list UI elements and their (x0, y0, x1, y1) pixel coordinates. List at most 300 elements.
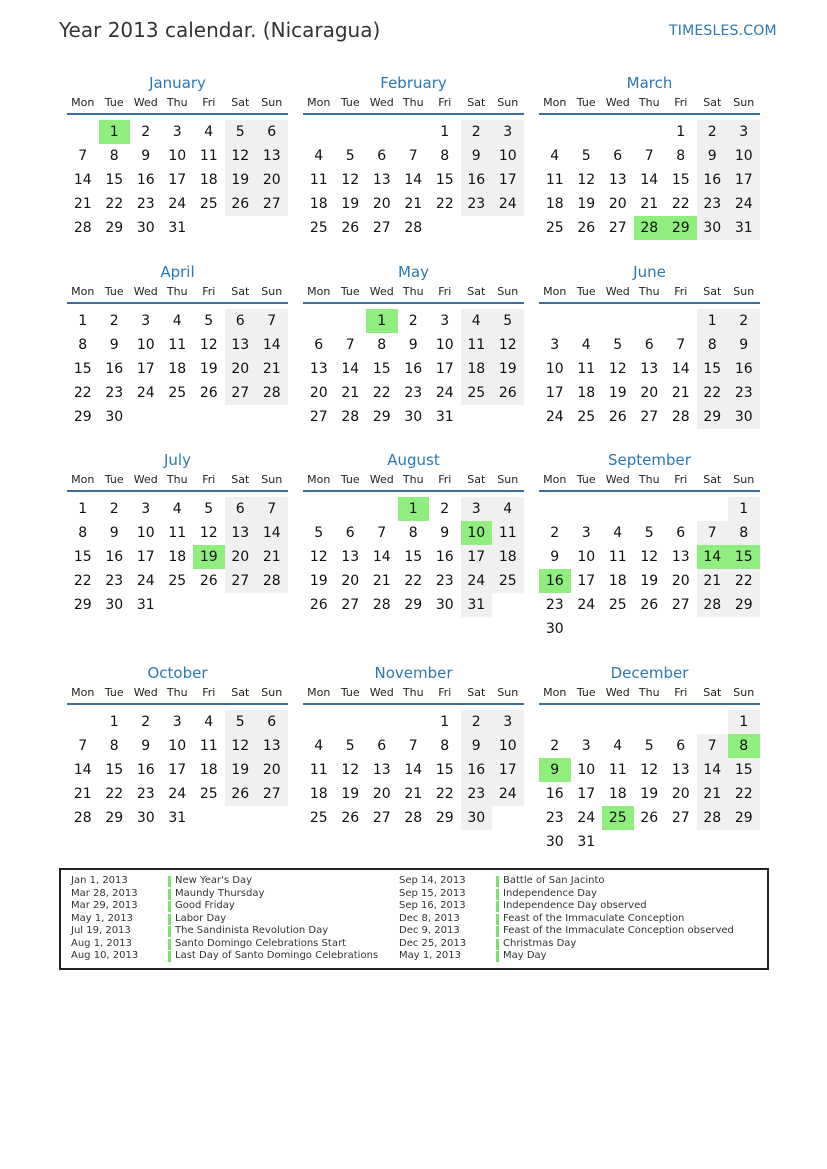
day-cell[interactable]: 8 (697, 333, 729, 357)
day-cell[interactable]: 30 (105, 409, 124, 425)
day-cell[interactable]: 30 (545, 834, 564, 850)
day-cell[interactable]: 19 (492, 357, 524, 381)
day-cell[interactable]: 13 (372, 762, 391, 778)
day-cell[interactable]: 12 (492, 333, 524, 357)
day-cell[interactable]: 18 (492, 545, 524, 569)
day-cell[interactable]: 19 (199, 361, 218, 377)
day-cell[interactable]: 15 (697, 357, 729, 381)
day-cell[interactable]: 31 (728, 216, 760, 240)
day-cell[interactable]: 15 (728, 758, 760, 782)
day-cell[interactable]: 14 (73, 172, 92, 188)
day-cell[interactable]: 25 (492, 569, 524, 593)
day-cell[interactable]: 11 (199, 738, 218, 754)
day-cell[interactable]: 13 (256, 144, 288, 168)
day-cell[interactable]: 3 (492, 120, 524, 144)
day-cell[interactable]: 26 (309, 597, 328, 613)
day-cell[interactable]: 4 (204, 714, 214, 730)
day-cell[interactable]: 26 (341, 810, 360, 826)
day-cell[interactable]: 10 (492, 734, 524, 758)
day-cell[interactable]: 23 (545, 597, 564, 613)
day-cell[interactable]: 20 (225, 545, 257, 569)
day-cell[interactable]: 28 (372, 597, 391, 613)
day-cell[interactable]: 17 (136, 361, 155, 377)
day-cell[interactable]: 18 (309, 786, 328, 802)
day-cell[interactable]: 16 (136, 762, 155, 778)
day-cell[interactable]: 3 (172, 124, 182, 140)
day-cell[interactable]: 10 (168, 738, 187, 754)
day-cell[interactable]: 4 (172, 501, 182, 517)
day-cell[interactable]: 18 (577, 385, 596, 401)
day-cell[interactable]: 30 (105, 597, 124, 613)
day-cell[interactable]: 26 (225, 192, 257, 216)
day-cell[interactable]: 4 (314, 738, 324, 754)
day-cell[interactable]: 7 (644, 148, 654, 164)
day-cell[interactable]: 27 (372, 220, 391, 236)
day-cell[interactable]: 21 (404, 786, 423, 802)
day-cell[interactable]: 5 (225, 710, 257, 734)
day-cell[interactable]: 27 (608, 220, 627, 236)
day-cell[interactable]: 2 (550, 738, 560, 754)
day-cell[interactable]: 12 (199, 525, 218, 541)
day-cell[interactable]: 22 (73, 573, 92, 589)
day-cell[interactable]: 17 (136, 549, 155, 565)
day-cell[interactable]: 28 (404, 220, 423, 236)
day-cell[interactable]: 3 (581, 738, 591, 754)
day-cell[interactable]: 23 (728, 381, 760, 405)
day-cell[interactable]: 8 (377, 337, 387, 353)
day-cell[interactable]: 28 (697, 593, 729, 617)
day-cell[interactable]: 21 (671, 385, 690, 401)
day-cell[interactable]: 17 (728, 168, 760, 192)
day-cell[interactable]: 2 (697, 120, 729, 144)
day-cell[interactable]: 5 (314, 525, 324, 541)
day-cell[interactable]: 15 (73, 361, 92, 377)
day-cell[interactable]: 18 (168, 549, 187, 565)
day-cell[interactable]: 16 (461, 168, 493, 192)
day-cell[interactable]: 1 (440, 714, 450, 730)
day-cell[interactable]: 22 (697, 381, 729, 405)
day-cell[interactable]: 25 (577, 409, 596, 425)
day-cell[interactable]: 20 (225, 357, 257, 381)
day-cell[interactable]: 9 (697, 144, 729, 168)
day-cell[interactable]: 3 (550, 337, 560, 353)
day-cell[interactable]: 7 (408, 738, 418, 754)
day-cell[interactable]: 27 (671, 810, 690, 826)
day-cell[interactable]: 9 (461, 734, 493, 758)
day-cell[interactable]: 9 (109, 525, 119, 541)
day-cell[interactable]: 12 (199, 337, 218, 353)
day-cell[interactable]: 25 (309, 810, 328, 826)
day-cell[interactable]: 1 (728, 710, 760, 734)
holiday-day-cell[interactable]: 19 (193, 545, 225, 569)
day-cell[interactable]: 22 (105, 786, 124, 802)
holiday-day-cell[interactable]: 16 (539, 569, 571, 593)
holiday-day-cell[interactable]: 8 (728, 734, 760, 758)
day-cell[interactable]: 6 (377, 148, 387, 164)
day-cell[interactable]: 8 (109, 148, 119, 164)
day-cell[interactable]: 31 (168, 220, 187, 236)
day-cell[interactable]: 19 (640, 573, 659, 589)
day-cell[interactable]: 9 (550, 549, 560, 565)
day-cell[interactable]: 16 (404, 361, 423, 377)
day-cell[interactable]: 5 (204, 313, 214, 329)
day-cell[interactable]: 28 (73, 810, 92, 826)
day-cell[interactable]: 5 (345, 148, 355, 164)
day-cell[interactable]: 13 (256, 734, 288, 758)
day-cell[interactable]: 30 (136, 220, 155, 236)
day-cell[interactable]: 15 (671, 172, 690, 188)
day-cell[interactable]: 14 (372, 549, 391, 565)
day-cell[interactable]: 18 (199, 762, 218, 778)
day-cell[interactable]: 29 (435, 810, 454, 826)
day-cell[interactable]: 8 (78, 337, 88, 353)
day-cell[interactable]: 11 (168, 525, 187, 541)
day-cell[interactable]: 11 (492, 521, 524, 545)
day-cell[interactable]: 14 (697, 758, 729, 782)
day-cell[interactable]: 29 (105, 220, 124, 236)
day-cell[interactable]: 8 (109, 738, 119, 754)
day-cell[interactable]: 7 (697, 521, 729, 545)
day-cell[interactable]: 19 (577, 196, 596, 212)
day-cell[interactable]: 14 (73, 762, 92, 778)
day-cell[interactable]: 6 (225, 497, 257, 521)
day-cell[interactable]: 6 (225, 309, 257, 333)
day-cell[interactable]: 27 (225, 381, 257, 405)
day-cell[interactable]: 27 (309, 409, 328, 425)
day-cell[interactable]: 20 (671, 786, 690, 802)
day-cell[interactable]: 27 (372, 810, 391, 826)
day-cell[interactable]: 22 (404, 573, 423, 589)
day-cell[interactable]: 28 (404, 810, 423, 826)
holiday-day-cell[interactable]: 9 (539, 758, 571, 782)
day-cell[interactable]: 25 (168, 573, 187, 589)
day-cell[interactable]: 17 (461, 545, 493, 569)
day-cell[interactable]: 12 (608, 361, 627, 377)
day-cell[interactable]: 5 (225, 120, 257, 144)
day-cell[interactable]: 4 (581, 337, 591, 353)
day-cell[interactable]: 26 (640, 597, 659, 613)
day-cell[interactable]: 19 (225, 758, 257, 782)
day-cell[interactable]: 25 (608, 597, 627, 613)
day-cell[interactable]: 23 (461, 192, 493, 216)
day-cell[interactable]: 2 (109, 313, 119, 329)
day-cell[interactable]: 11 (608, 762, 627, 778)
day-cell[interactable]: 16 (461, 758, 493, 782)
day-cell[interactable]: 7 (676, 337, 686, 353)
day-cell[interactable]: 21 (372, 573, 391, 589)
day-cell[interactable]: 9 (109, 337, 119, 353)
day-cell[interactable]: 29 (728, 593, 760, 617)
day-cell[interactable]: 8 (78, 525, 88, 541)
day-cell[interactable]: 22 (435, 786, 454, 802)
holiday-day-cell[interactable]: 29 (665, 216, 697, 240)
day-cell[interactable]: 26 (341, 220, 360, 236)
day-cell[interactable]: 9 (440, 525, 450, 541)
day-cell[interactable]: 18 (545, 196, 564, 212)
day-cell[interactable]: 4 (314, 148, 324, 164)
day-cell[interactable]: 16 (697, 168, 729, 192)
day-cell[interactable]: 7 (78, 738, 88, 754)
day-cell[interactable]: 15 (105, 762, 124, 778)
day-cell[interactable]: 5 (644, 738, 654, 754)
day-cell[interactable]: 17 (545, 385, 564, 401)
day-cell[interactable]: 17 (492, 758, 524, 782)
day-cell[interactable]: 2 (461, 120, 493, 144)
day-cell[interactable]: 18 (309, 196, 328, 212)
day-cell[interactable]: 3 (492, 710, 524, 734)
day-cell[interactable]: 2 (461, 710, 493, 734)
day-cell[interactable]: 20 (640, 385, 659, 401)
day-cell[interactable]: 15 (73, 549, 92, 565)
day-cell[interactable]: 10 (435, 337, 454, 353)
day-cell[interactable]: 19 (309, 573, 328, 589)
day-cell[interactable]: 24 (136, 573, 155, 589)
day-cell[interactable]: 10 (136, 525, 155, 541)
day-cell[interactable]: 22 (73, 385, 92, 401)
day-cell[interactable]: 7 (256, 497, 288, 521)
day-cell[interactable]: 23 (105, 385, 124, 401)
day-cell[interactable]: 19 (608, 385, 627, 401)
day-cell[interactable]: 17 (577, 786, 596, 802)
holiday-day-cell[interactable]: 10 (461, 521, 493, 545)
day-cell[interactable]: 13 (671, 549, 690, 565)
day-cell[interactable]: 24 (577, 597, 596, 613)
day-cell[interactable]: 6 (676, 738, 686, 754)
holiday-day-cell[interactable]: 25 (602, 806, 634, 830)
day-cell[interactable]: 4 (204, 124, 214, 140)
day-cell[interactable]: 22 (372, 385, 391, 401)
day-cell[interactable]: 19 (341, 786, 360, 802)
day-cell[interactable]: 6 (377, 738, 387, 754)
day-cell[interactable]: 20 (341, 573, 360, 589)
day-cell[interactable]: 21 (341, 385, 360, 401)
day-cell[interactable]: 7 (256, 309, 288, 333)
day-cell[interactable]: 28 (671, 409, 690, 425)
day-cell[interactable]: 6 (644, 337, 654, 353)
day-cell[interactable]: 1 (697, 309, 729, 333)
day-cell[interactable]: 2 (141, 124, 151, 140)
day-cell[interactable]: 1 (78, 501, 88, 517)
day-cell[interactable]: 21 (404, 196, 423, 212)
day-cell[interactable]: 6 (676, 525, 686, 541)
day-cell[interactable]: 29 (728, 806, 760, 830)
day-cell[interactable]: 31 (577, 834, 596, 850)
day-cell[interactable]: 6 (256, 120, 288, 144)
day-cell[interactable]: 13 (640, 361, 659, 377)
day-cell[interactable]: 11 (545, 172, 564, 188)
day-cell[interactable]: 7 (78, 148, 88, 164)
day-cell[interactable]: 16 (105, 361, 124, 377)
day-cell[interactable]: 17 (168, 762, 187, 778)
day-cell[interactable]: 27 (671, 597, 690, 613)
day-cell[interactable]: 10 (545, 361, 564, 377)
day-cell[interactable]: 1 (78, 313, 88, 329)
day-cell[interactable]: 1 (440, 124, 450, 140)
day-cell[interactable]: 17 (435, 361, 454, 377)
day-cell[interactable]: 26 (640, 810, 659, 826)
holiday-day-cell[interactable]: 15 (728, 545, 760, 569)
day-cell[interactable]: 12 (640, 549, 659, 565)
day-cell[interactable]: 18 (608, 786, 627, 802)
day-cell[interactable]: 23 (435, 573, 454, 589)
day-cell[interactable]: 17 (492, 168, 524, 192)
day-cell[interactable]: 9 (141, 148, 151, 164)
day-cell[interactable]: 21 (256, 357, 288, 381)
day-cell[interactable]: 26 (225, 782, 257, 806)
day-cell[interactable]: 3 (141, 501, 151, 517)
day-cell[interactable]: 28 (256, 381, 288, 405)
day-cell[interactable]: 6 (345, 525, 355, 541)
day-cell[interactable]: 15 (435, 172, 454, 188)
day-cell[interactable]: 3 (461, 497, 493, 521)
day-cell[interactable]: 21 (256, 545, 288, 569)
day-cell[interactable]: 20 (309, 385, 328, 401)
day-cell[interactable]: 22 (105, 196, 124, 212)
day-cell[interactable]: 20 (671, 573, 690, 589)
day-cell[interactable]: 9 (728, 333, 760, 357)
day-cell[interactable]: 9 (141, 738, 151, 754)
day-cell[interactable]: 13 (225, 333, 257, 357)
day-cell[interactable]: 27 (640, 409, 659, 425)
brand-link[interactable]: TIMESLES.COM (669, 23, 777, 39)
day-cell[interactable]: 10 (136, 337, 155, 353)
day-cell[interactable]: 29 (73, 409, 92, 425)
day-cell[interactable]: 8 (676, 148, 686, 164)
day-cell[interactable]: 18 (608, 573, 627, 589)
day-cell[interactable]: 14 (256, 521, 288, 545)
day-cell[interactable]: 2 (109, 501, 119, 517)
day-cell[interactable]: 27 (256, 782, 288, 806)
day-cell[interactable]: 14 (341, 361, 360, 377)
day-cell[interactable]: 14 (256, 333, 288, 357)
day-cell[interactable]: 12 (225, 734, 257, 758)
day-cell[interactable]: 19 (640, 786, 659, 802)
day-cell[interactable]: 23 (136, 786, 155, 802)
day-cell[interactable]: 30 (697, 216, 729, 240)
day-cell[interactable]: 23 (404, 385, 423, 401)
day-cell[interactable]: 16 (545, 786, 564, 802)
day-cell[interactable]: 18 (461, 357, 493, 381)
day-cell[interactable]: 10 (492, 144, 524, 168)
day-cell[interactable]: 28 (73, 220, 92, 236)
holiday-day-cell[interactable]: 1 (366, 309, 398, 333)
day-cell[interactable]: 25 (168, 385, 187, 401)
day-cell[interactable]: 7 (697, 734, 729, 758)
holiday-day-cell[interactable]: 28 (634, 216, 666, 240)
day-cell[interactable]: 12 (640, 762, 659, 778)
day-cell[interactable]: 7 (345, 337, 355, 353)
day-cell[interactable]: 6 (613, 148, 623, 164)
day-cell[interactable]: 29 (73, 597, 92, 613)
day-cell[interactable]: 29 (105, 810, 124, 826)
day-cell[interactable]: 8 (440, 738, 450, 754)
day-cell[interactable]: 29 (372, 409, 391, 425)
day-cell[interactable]: 23 (136, 196, 155, 212)
day-cell[interactable]: 16 (728, 357, 760, 381)
day-cell[interactable]: 31 (168, 810, 187, 826)
day-cell[interactable]: 30 (404, 409, 423, 425)
day-cell[interactable]: 4 (172, 313, 182, 329)
day-cell[interactable]: 13 (225, 521, 257, 545)
day-cell[interactable]: 8 (728, 521, 760, 545)
day-cell[interactable]: 23 (545, 810, 564, 826)
day-cell[interactable]: 25 (309, 220, 328, 236)
day-cell[interactable]: 20 (372, 786, 391, 802)
day-cell[interactable]: 21 (73, 786, 92, 802)
day-cell[interactable]: 13 (671, 762, 690, 778)
day-cell[interactable]: 10 (168, 148, 187, 164)
day-cell[interactable]: 12 (225, 144, 257, 168)
day-cell[interactable]: 2 (141, 714, 151, 730)
day-cell[interactable]: 25 (199, 786, 218, 802)
day-cell[interactable]: 9 (408, 337, 418, 353)
day-cell[interactable]: 14 (404, 172, 423, 188)
day-cell[interactable]: 30 (545, 621, 564, 637)
day-cell[interactable]: 2 (408, 313, 418, 329)
day-cell[interactable]: 28 (341, 409, 360, 425)
day-cell[interactable]: 10 (577, 549, 596, 565)
day-cell[interactable]: 4 (492, 497, 524, 521)
day-cell[interactable]: 23 (697, 192, 729, 216)
day-cell[interactable]: 2 (728, 309, 760, 333)
day-cell[interactable]: 3 (440, 313, 450, 329)
day-cell[interactable]: 26 (608, 409, 627, 425)
day-cell[interactable]: 16 (136, 172, 155, 188)
day-cell[interactable]: 14 (640, 172, 659, 188)
day-cell[interactable]: 8 (440, 148, 450, 164)
day-cell[interactable]: 4 (613, 525, 623, 541)
day-cell[interactable]: 24 (136, 385, 155, 401)
day-cell[interactable]: 2 (550, 525, 560, 541)
day-cell[interactable]: 17 (577, 573, 596, 589)
day-cell[interactable]: 7 (408, 148, 418, 164)
day-cell[interactable]: 5 (581, 148, 591, 164)
day-cell[interactable]: 23 (461, 782, 493, 806)
day-cell[interactable]: 1 (676, 124, 686, 140)
day-cell[interactable]: 28 (256, 569, 288, 593)
day-cell[interactable]: 29 (404, 597, 423, 613)
day-cell[interactable]: 11 (168, 337, 187, 353)
day-cell[interactable]: 18 (199, 172, 218, 188)
day-cell[interactable]: 24 (492, 782, 524, 806)
day-cell[interactable]: 10 (728, 144, 760, 168)
day-cell[interactable]: 22 (728, 569, 760, 593)
day-cell[interactable]: 18 (168, 361, 187, 377)
day-cell[interactable]: 20 (608, 196, 627, 212)
day-cell[interactable]: 25 (545, 220, 564, 236)
day-cell[interactable]: 30 (461, 806, 493, 830)
day-cell[interactable]: 30 (136, 810, 155, 826)
day-cell[interactable]: 11 (199, 148, 218, 164)
day-cell[interactable]: 22 (671, 196, 690, 212)
day-cell[interactable]: 26 (199, 573, 218, 589)
day-cell[interactable]: 21 (640, 196, 659, 212)
day-cell[interactable]: 29 (697, 405, 729, 429)
holiday-day-cell[interactable]: 14 (697, 545, 729, 569)
day-cell[interactable]: 24 (435, 385, 454, 401)
holiday-day-cell[interactable]: 1 (398, 497, 430, 521)
day-cell[interactable]: 24 (728, 192, 760, 216)
day-cell[interactable]: 15 (372, 361, 391, 377)
day-cell[interactable]: 4 (550, 148, 560, 164)
day-cell[interactable]: 30 (435, 597, 454, 613)
day-cell[interactable]: 5 (613, 337, 623, 353)
day-cell[interactable]: 5 (492, 309, 524, 333)
day-cell[interactable]: 3 (581, 525, 591, 541)
day-cell[interactable]: 14 (671, 361, 690, 377)
day-cell[interactable]: 11 (577, 361, 596, 377)
day-cell[interactable]: 20 (256, 168, 288, 192)
